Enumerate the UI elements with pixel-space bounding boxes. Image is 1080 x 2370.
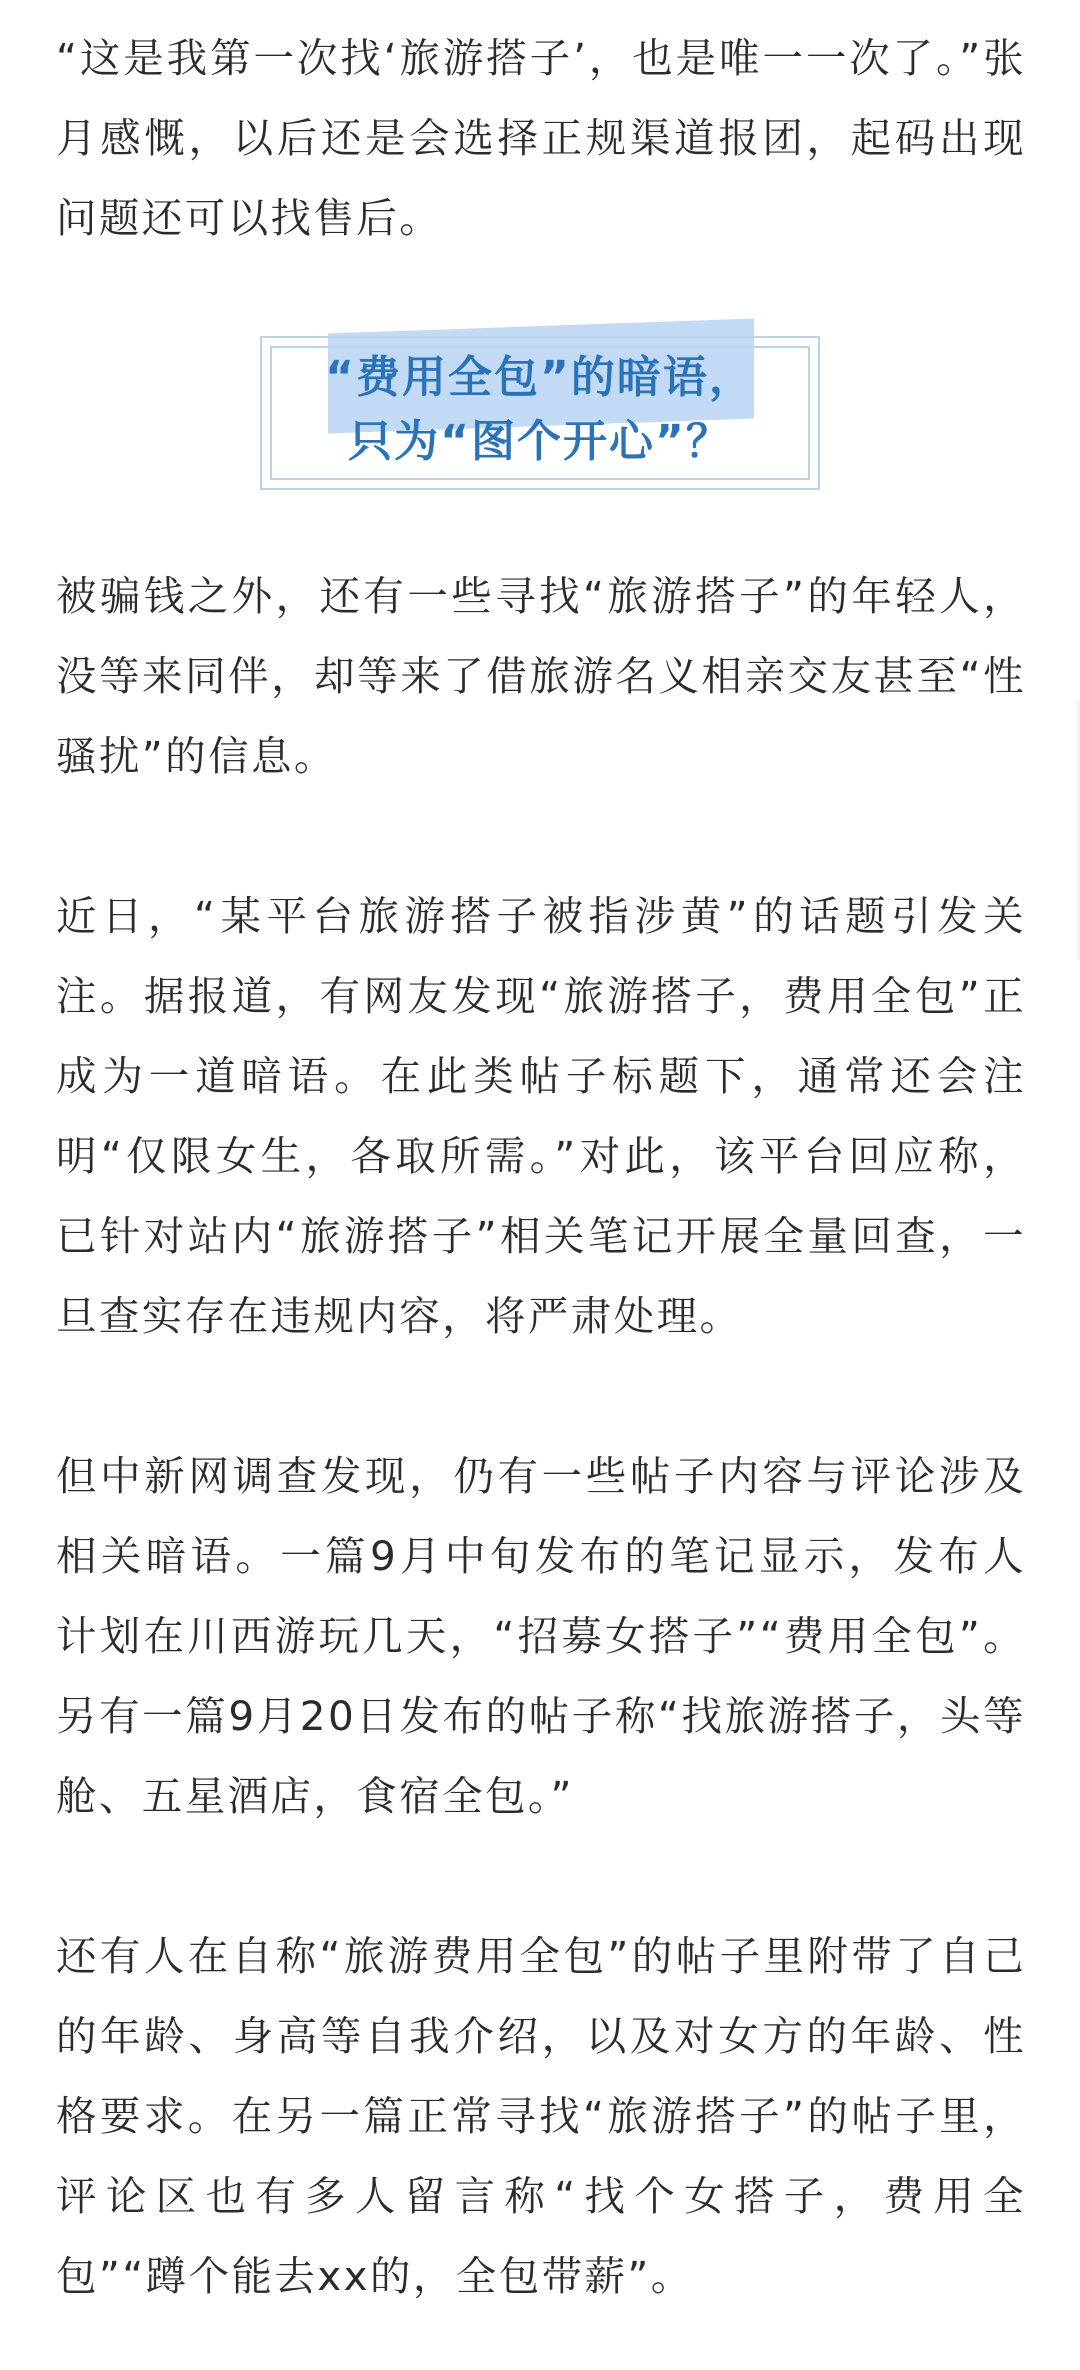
paragraph-platform-response: 近日，“某平台旅游搭子被指涉黄”的话题引发关注。据报道，有网友发现“旅游搭子，费用全包”正成为一道暗语。在此类帖子标题下，通常还会注明“仅限女生，各取所需。”对此，该平台回应称，已针对站内“旅游搭子”相关笔记开展全量回查，一旦查实存在违规内容，将严肃处理。	[56, 892, 1026, 1340]
section-heading	[260, 346, 820, 474]
paragraph-quote-zhangyue: “这是我第一次找‘旅游搭子’，也是唯一一次了。”张月感慨，以后还是会选择正规渠道报团，起码出现问题还可以找售后。	[56, 34, 1026, 242]
paragraph-comments: 还有人在自称“旅游费用全包”的帖子里附带了自己的年龄、身高等自我介绍，以及对女方的年龄、性格要求。在另一篇正常寻找“旅游搭子”的帖子里，评论区也有多人留言称“找个女搭子，费用全包”“蹲个能去xx的，全包带薪”。	[56, 1932, 1026, 2300]
paragraph-harassment-intro: 被骗钱之外，还有一些寻找“旅游搭子”的年轻人，没等来同伴，却等来了借旅游名义相亲交友甚至“性骚扰”的信息。	[56, 572, 1026, 780]
scroll-edge-shadow	[1074, 700, 1080, 960]
section-heading-line1[interactable]: “费用全包”的暗语，	[325, 352, 755, 403]
paragraph-investigation: 但中新网调查发现，仍有一些帖子内容与评论涉及相关暗语。一篇9月中旬发布的笔记显示，发布人计划在川西游玩几天，“招募女搭子”“费用全包”。另有一篇9月20日发布的帖子称“找旅游搭子，头等舱、五星酒店，食宿全包。”	[56, 1452, 1026, 1820]
section-heading-line2: 只为“图个开心”？	[348, 416, 732, 467]
